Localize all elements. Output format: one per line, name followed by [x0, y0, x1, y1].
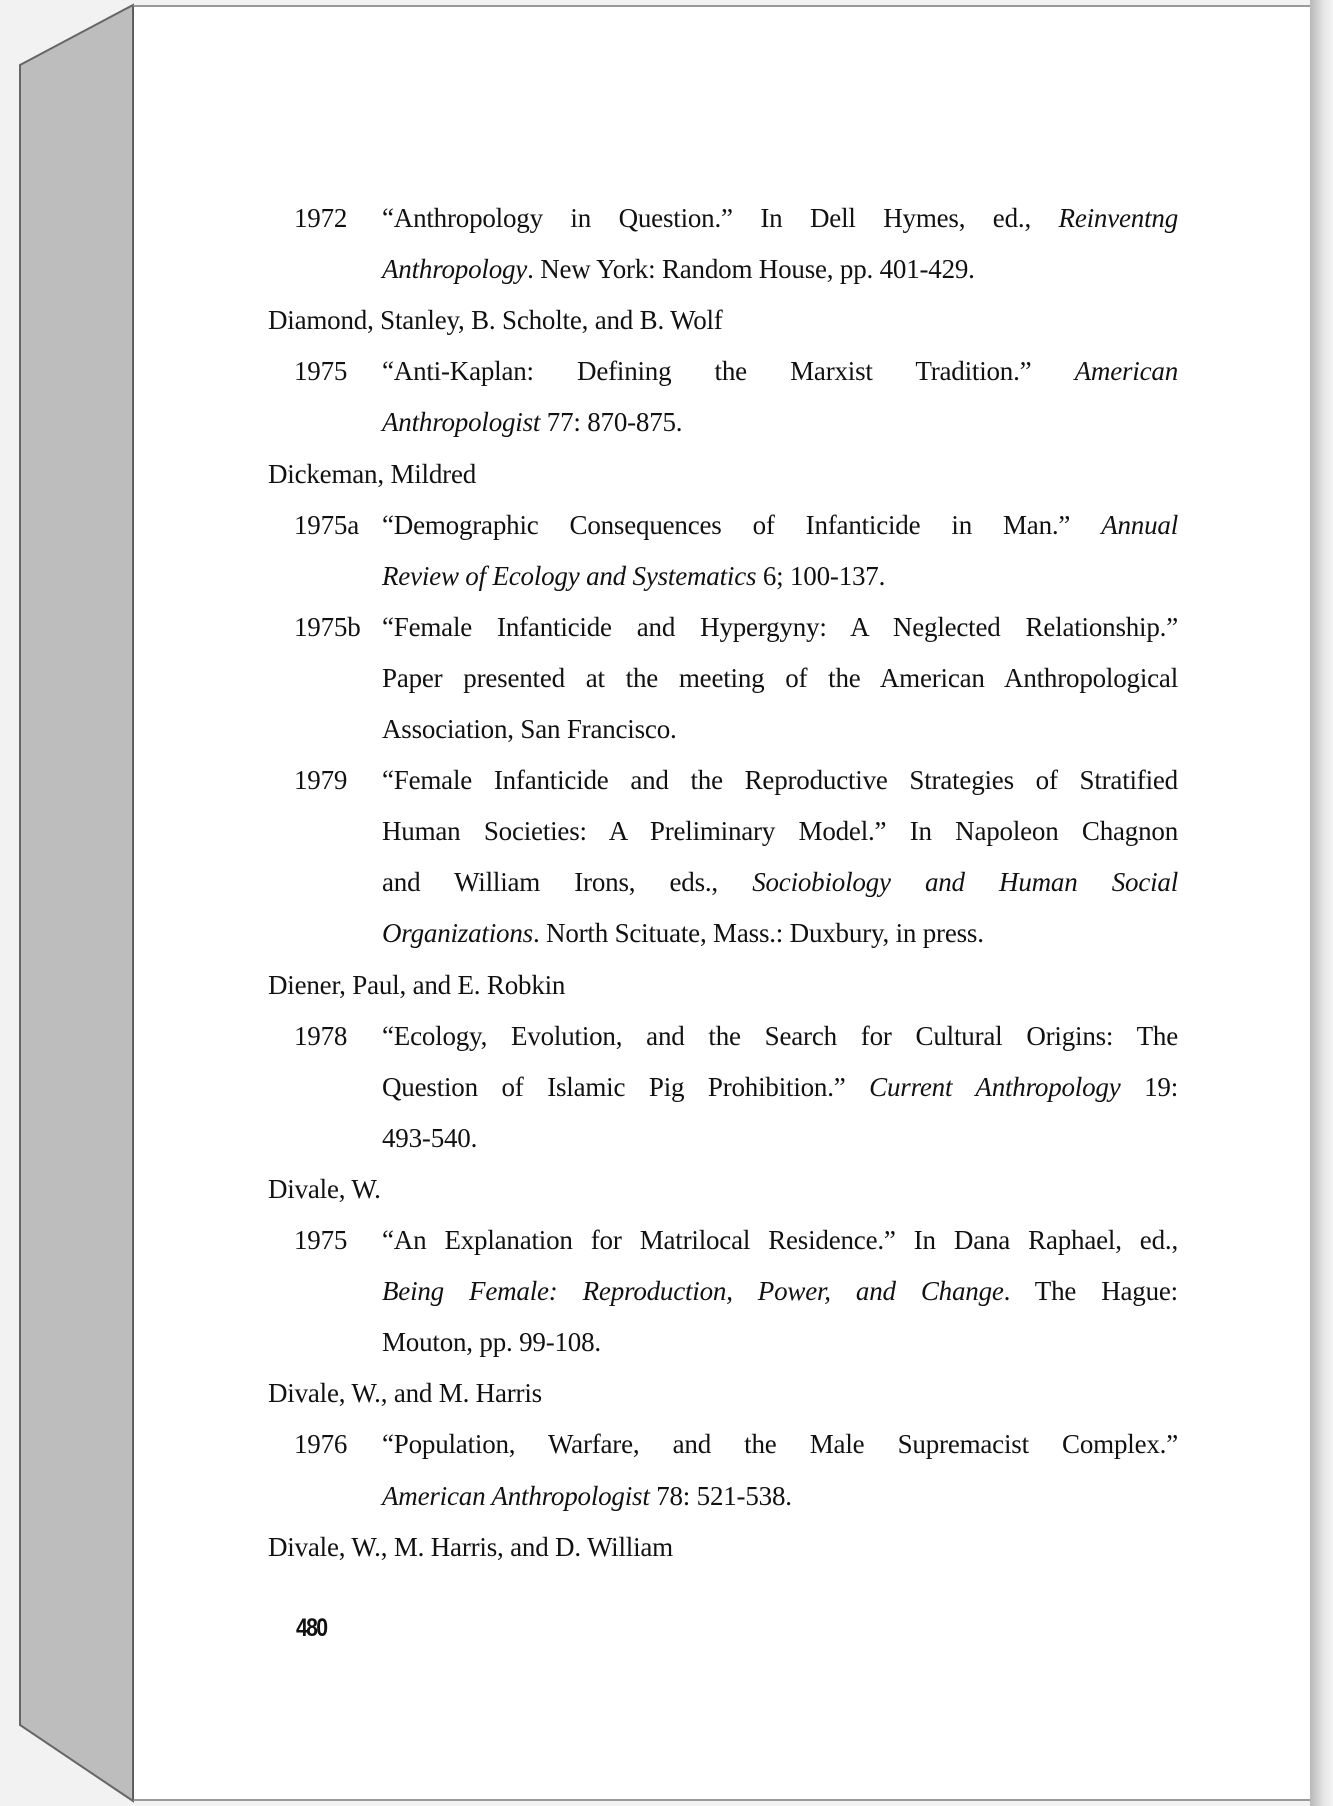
reference-text	[382, 354, 1178, 388]
reference-year: 1975a	[294, 509, 359, 540]
reference-year: 1975b	[294, 611, 361, 642]
reference-text	[382, 712, 1178, 746]
text-segment: and William Irons, eds.,	[382, 867, 753, 898]
page-number: 480	[296, 1614, 327, 1642]
text-segment: “An Explanation for Matrilocal Residence.” In Dana Raphael, ed.,	[382, 1225, 1178, 1255]
reference-text	[382, 814, 1178, 848]
text-segment: “Ecology, Evolution, and the Search for Cultural Origins: The	[382, 1020, 1178, 1051]
text-segment: Human Societies: A Preliminary Model.” In Napoleon Chagnon	[382, 816, 1178, 847]
reference-text	[382, 559, 1178, 593]
reference-text	[382, 916, 1178, 950]
reference-text	[382, 508, 1178, 542]
italic-title: Anthropologist	[382, 407, 541, 438]
text-segment: Divale, W., M. Harris, and D. William	[268, 1531, 673, 1562]
text-segment: 78: 521-538.	[649, 1480, 792, 1511]
reference-text	[382, 1019, 1178, 1053]
text-segment: Diamond, Stanley, B. Scholte, and B. Wolf	[268, 305, 723, 336]
italic-title: Annual	[1101, 509, 1178, 540]
reference-text	[382, 610, 1178, 644]
text-segment: Paper presented at the meeting of the American Anthropological	[382, 662, 1178, 693]
reference-text	[382, 1325, 1178, 1359]
text-segment: Divale, W., and M. Harris	[268, 1378, 542, 1409]
author-heading	[268, 1376, 542, 1410]
text-segment: Question of Islamic Pig Prohibition.”	[382, 1071, 870, 1102]
text-segment: “Female Infanticide and the Reproductive Strategies of Stratified	[382, 765, 1178, 796]
reference-text	[382, 252, 1178, 286]
reference-text	[382, 201, 1178, 235]
italic-title: Sociobiology and Human Social	[752, 867, 1179, 898]
reference-year: 1972	[294, 203, 348, 233]
text-segment: Association, San Francisco.	[382, 714, 677, 744]
reference-text	[382, 661, 1178, 695]
italic-title: Organizations	[382, 918, 533, 949]
reference-text	[382, 1070, 1178, 1104]
italic-title: Anthropology	[382, 254, 528, 285]
reference-text	[382, 1427, 1178, 1461]
reference-year: 1975	[294, 356, 348, 387]
text-segment: “Demographic Consequences of Infanticide in Man.”	[382, 509, 1102, 540]
italic-title: Being Female: Reproduction, Power, and Change	[382, 1276, 1004, 1307]
text-segment: Mouton, pp. 99-108.	[382, 1327, 601, 1358]
text-segment: 493-540.	[382, 1122, 478, 1153]
author-heading	[268, 457, 476, 491]
text-segment: 77: 870-875.	[540, 407, 683, 438]
italic-title: American Anthropologist	[382, 1480, 650, 1511]
text-segment: Dickeman, Mildred	[268, 458, 477, 489]
text-segment: . The Hague:	[1003, 1276, 1178, 1307]
italic-title: American	[1074, 356, 1178, 387]
reference-text	[382, 1121, 1178, 1155]
text-segment: Divale, W.	[268, 1173, 381, 1204]
text-segment: Diener, Paul, and E. Robkin	[268, 969, 566, 1000]
text-segment: 19:	[1120, 1071, 1178, 1102]
italic-title: Reinventng	[1058, 203, 1178, 233]
reference-text	[382, 763, 1178, 797]
reference-year: 1978	[294, 1020, 348, 1051]
author-heading	[268, 1172, 381, 1206]
author-heading	[268, 303, 723, 337]
author-heading	[268, 1530, 673, 1564]
text-segment: “Female Infanticide and Hypergyny: A Neglected Relationship.”	[382, 611, 1178, 642]
author-heading	[268, 968, 565, 1002]
text-segment: “Population, Warfare, and the Male Supremacist Complex.”	[382, 1429, 1178, 1460]
italic-title: Review of Ecology and Systematics	[382, 560, 757, 591]
text-segment: “Anti-Kaplan: Defining the Marxist Tradition.”	[382, 356, 1075, 387]
text-segment: . New York: Random House, pp. 401-429.	[527, 254, 975, 285]
reference-text	[382, 1274, 1178, 1308]
italic-title: Current Anthropology	[869, 1071, 1121, 1102]
reference-text	[382, 1223, 1178, 1257]
reference-text	[382, 405, 1178, 439]
reference-text	[382, 865, 1178, 899]
text-segment: 6; 100-137.	[756, 560, 886, 591]
reference-year: 1976	[294, 1429, 348, 1460]
page-edge-shadow	[1310, 0, 1333, 1806]
reference-year: 1975	[294, 1225, 348, 1255]
reference-year: 1979	[294, 765, 348, 796]
text-segment: “Anthropology in Question.” In Dell Hymes, ed.,	[382, 203, 1059, 233]
text-segment: . North Scituate, Mass.: Duxbury, in press.	[532, 918, 984, 949]
reference-text	[382, 1479, 1178, 1513]
